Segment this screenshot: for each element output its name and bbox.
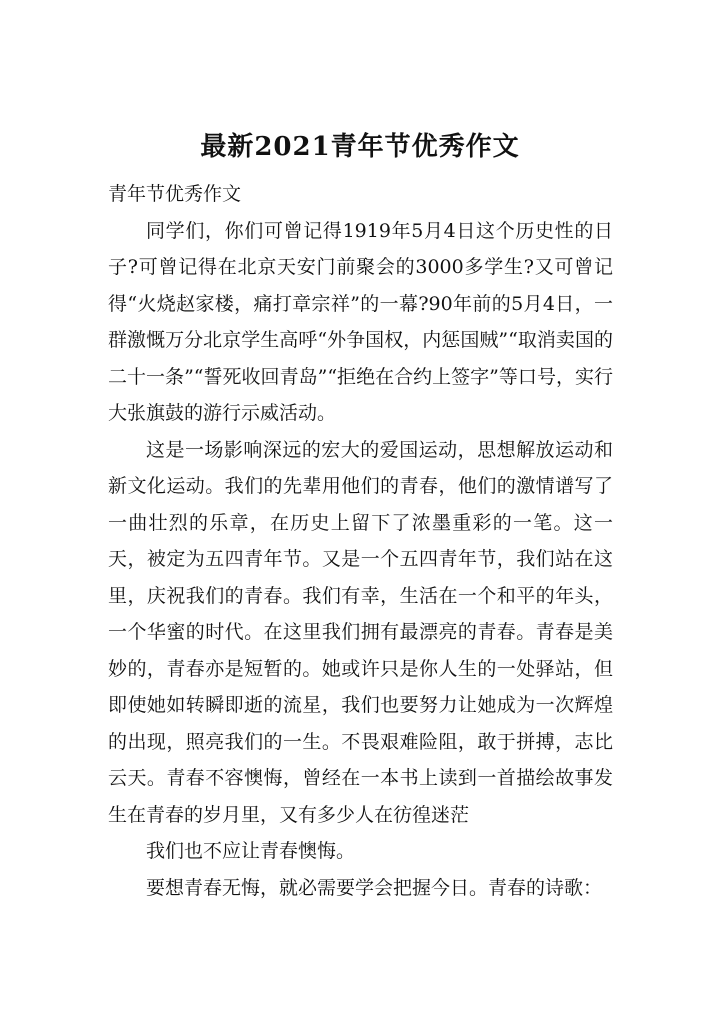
paragraph: 要想青春无悔，就必需要学会把握今日。青春的诗歌： [146, 876, 603, 899]
paragraph: 同学们，你们可曾记得1919年5月4日这个历史性的日子?可曾记得在北京天安门前聚会的3000多学生?又可曾记得“火烧赵家楼，痛打章宗祥”的一幕?90年前的5月4日，一群激慨万分北京学生高呼“外争国权，内惩国贼”“取消卖国的二十一条”“誓死收回青岛”“拒绝在合约上签字”等口号，实行大张旗鼓的游行示威活动。 [108, 219, 613, 424]
paragraph: 这是一场影响深远的宏大的爱国运动，思想解放运动和新文化运动。我们的先辈用他们的青春，他们的激情谱写了一曲壮烈的乐章，在历史上留下了浓墨重彩的一笔。这一天，被定为五四青年节。又是一个五四青年节，我们站在这里，庆祝我们的青春。我们有幸，生活在一个和平的年头，一个华蜜的时代。在这里我们拥有最漂亮的青春。青春是美妙的，青春亦是短暂的。她或许只是你人生的一处驿站，但即使她如转瞬即逝的流星，我们也要努力让她成为一次辉煌的出现，照亮我们的一生。不畏艰难险阻，敢于拼搏，志比云天。青春不容懊悔，曾经在一本书上读到一首描绘故事发生在青春的岁月里，又有多少人在彷徨迷茫 [108, 438, 613, 826]
document-subtitle: 青年节优秀作文 [108, 183, 242, 205]
paragraph: 我们也不应让青春懊悔。 [146, 840, 356, 862]
document-title: 最新2021青年节优秀作文 [200, 132, 520, 163]
document-body [108, 176, 613, 906]
